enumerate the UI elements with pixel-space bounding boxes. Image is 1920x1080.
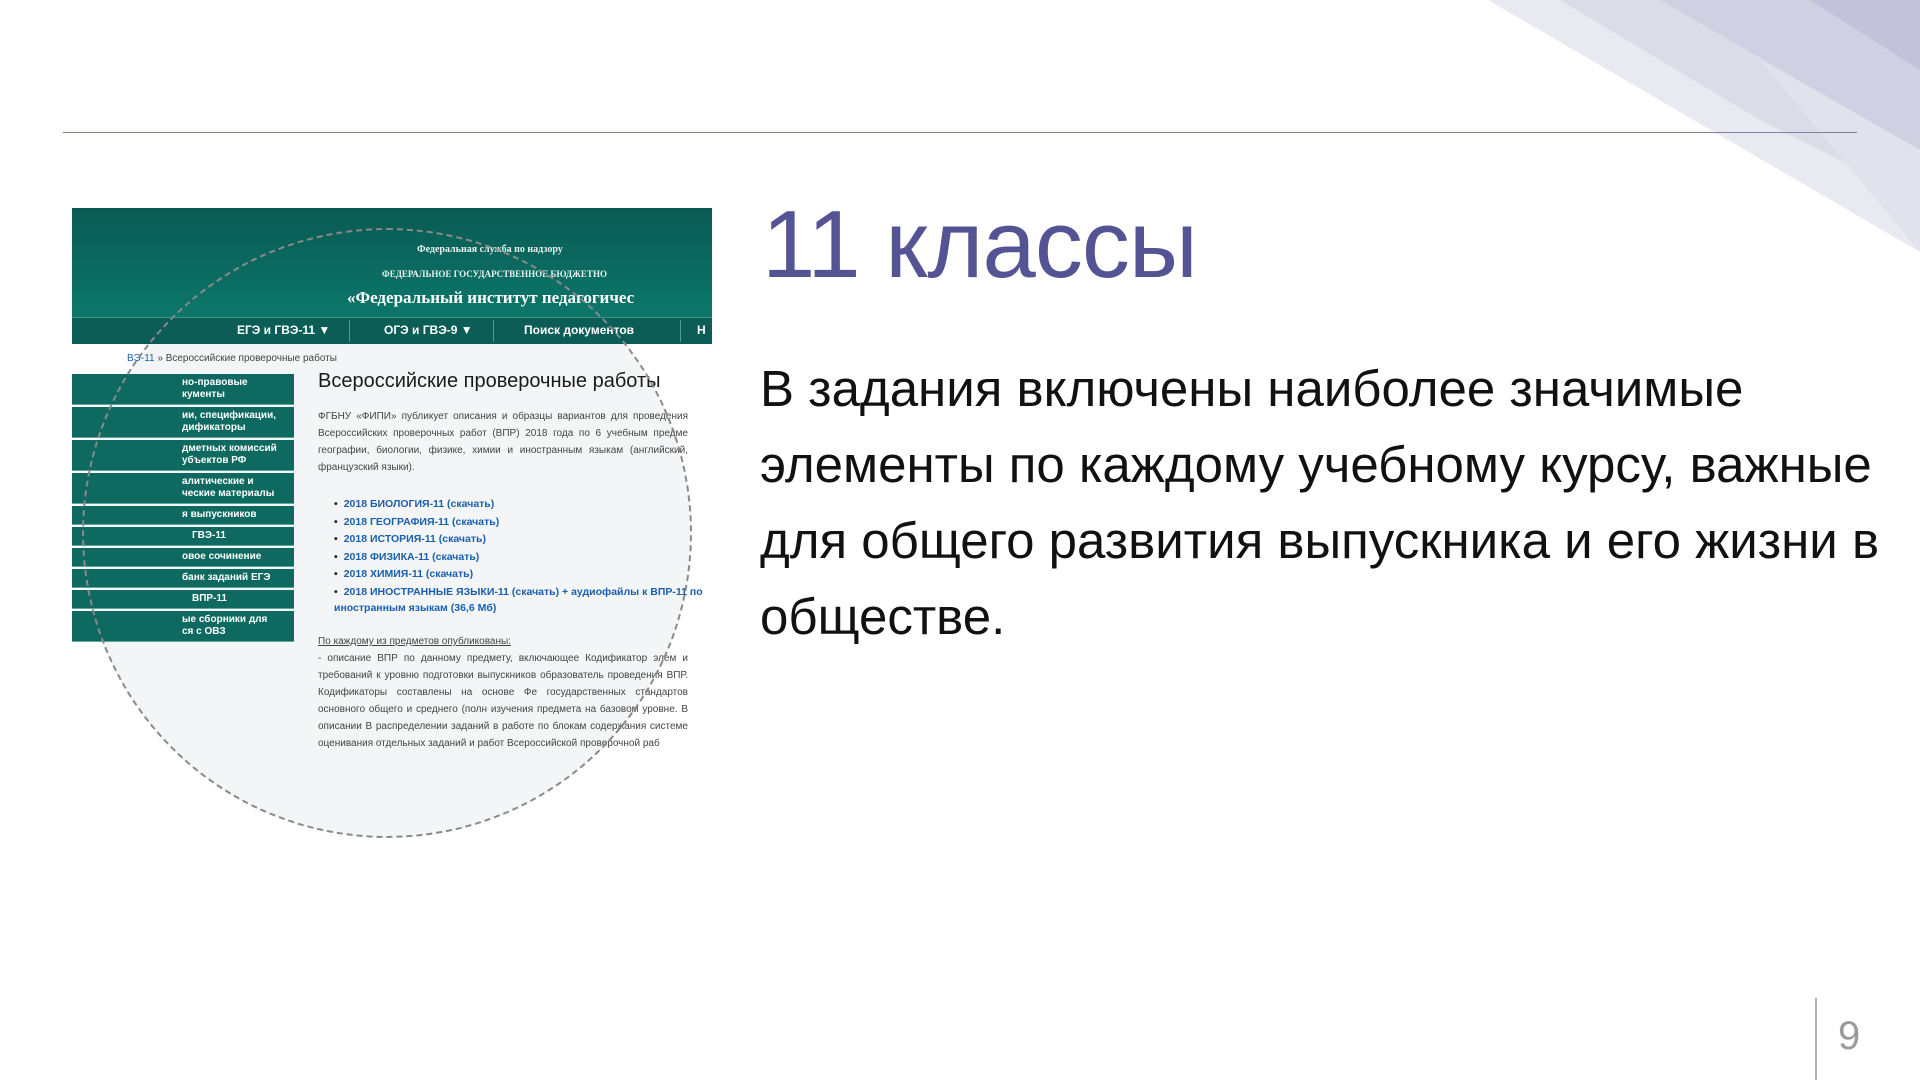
breadcrumb-current: Всероссийские проверочные работы <box>165 353 337 364</box>
website-screenshot <box>82 228 706 838</box>
list-item: • 2018 ХИМИЯ-11 (скачать) <box>334 566 703 584</box>
sidebar-item: я выпускников <box>72 506 294 525</box>
nav-item-oge: ОГЭ и ГВЭ-9 ▼ <box>384 323 473 337</box>
audio-link: + аудиофайлы к ВПР-11 по <box>562 585 703 598</box>
download-list <box>334 496 703 601</box>
sidebar-item: дметных комиссий убъектов РФ <box>72 440 294 471</box>
list-item: • 2018 ИНОСТРАННЫЕ ЯЗЫКИ-11 (скачать) + аудиофайлы к ВПР-11 по <box>334 584 703 602</box>
banner-line-2: ФЕДЕРАЛЬНОЕ ГОСУДАРСТВЕННОЕ БЮДЖЕТНО <box>382 269 607 279</box>
sidebar-item: банк заданий ЕГЭ <box>72 569 294 588</box>
banner-line-1: Федеральная служба по надзору <box>417 244 563 255</box>
site-page-title: Всероссийские проверочные работы <box>318 370 661 392</box>
published-heading: По каждому из предметов опубликованы: <box>318 636 511 647</box>
published-text: - описание ВПР по данному предмету, включающее Кодификатор элем и требований к уровню подготовки выпускников образователь проведения ВПР. Кодификаторы составлены на основе Фе государственных стандартов основного общего и среднего (полн изучения предмета на базовом уровне. В описании В распределении заданий в работе по блокам содержания системе оценивания отдельных заданий и работ Всероссийской проверочной раб <box>318 653 688 749</box>
site-intro-text: ФГБНУ «ФИПИ» публикует описания и образцы вариантов для проведения Всероссийских проверочных работ (ВПР) 2018 года по 6 учебным предме географии, биологии, физике, химии и иностранным языкам (английский, французский языки). <box>318 411 688 473</box>
nav-item-more: Н <box>697 323 706 337</box>
sidebar-item: овое сочинение <box>72 548 294 567</box>
list-item: • 2018 БИОЛОГИЯ-11 (скачать) <box>334 496 703 514</box>
sidebar-item: ВПР-11 <box>72 590 294 609</box>
top-divider <box>63 132 1857 133</box>
slide-body-text: В задания включены наиболее значимые элементы по каждому учебному курсу, важные для общего развития выпускника и его жизни в обществе. <box>760 360 1880 645</box>
nav-item-search-docs: Поиск документов <box>524 323 635 337</box>
page-number-divider <box>1815 998 1817 1080</box>
site-sidebar <box>72 374 294 644</box>
sidebar-item: ии, спецификации, дификаторы <box>72 407 294 438</box>
audio-link-cont: иностранным языкам (36,6 Мб) <box>334 602 497 614</box>
breadcrumb-link: ВЭ-11 <box>127 353 155 364</box>
sidebar-item: алитические и ческие материалы <box>72 473 294 504</box>
sidebar-item: ые сборники для ся с ОВЗ <box>72 611 294 642</box>
nav-item-ege: ЕГЭ и ГВЭ-11 ▼ <box>237 323 331 337</box>
sidebar-item: но-правовые кументы <box>72 374 294 405</box>
site-nav <box>72 317 712 344</box>
breadcrumb-separator: » <box>154 353 166 364</box>
slide-title: 11 классы <box>762 191 1197 298</box>
list-item: • 2018 ГЕОГРАФИЯ-11 (скачать) <box>334 514 703 532</box>
list-item: • 2018 ИСТОРИЯ-11 (скачать) <box>334 531 703 549</box>
sidebar-item: ГВЭ-11 <box>72 527 294 546</box>
banner-line-3: «Федеральный институт педагогичес <box>347 288 635 307</box>
page-number: 9 <box>1838 1014 1861 1058</box>
site-breadcrumb <box>127 353 337 364</box>
list-item: • 2018 ФИЗИКА-11 (скачать) <box>334 549 703 567</box>
